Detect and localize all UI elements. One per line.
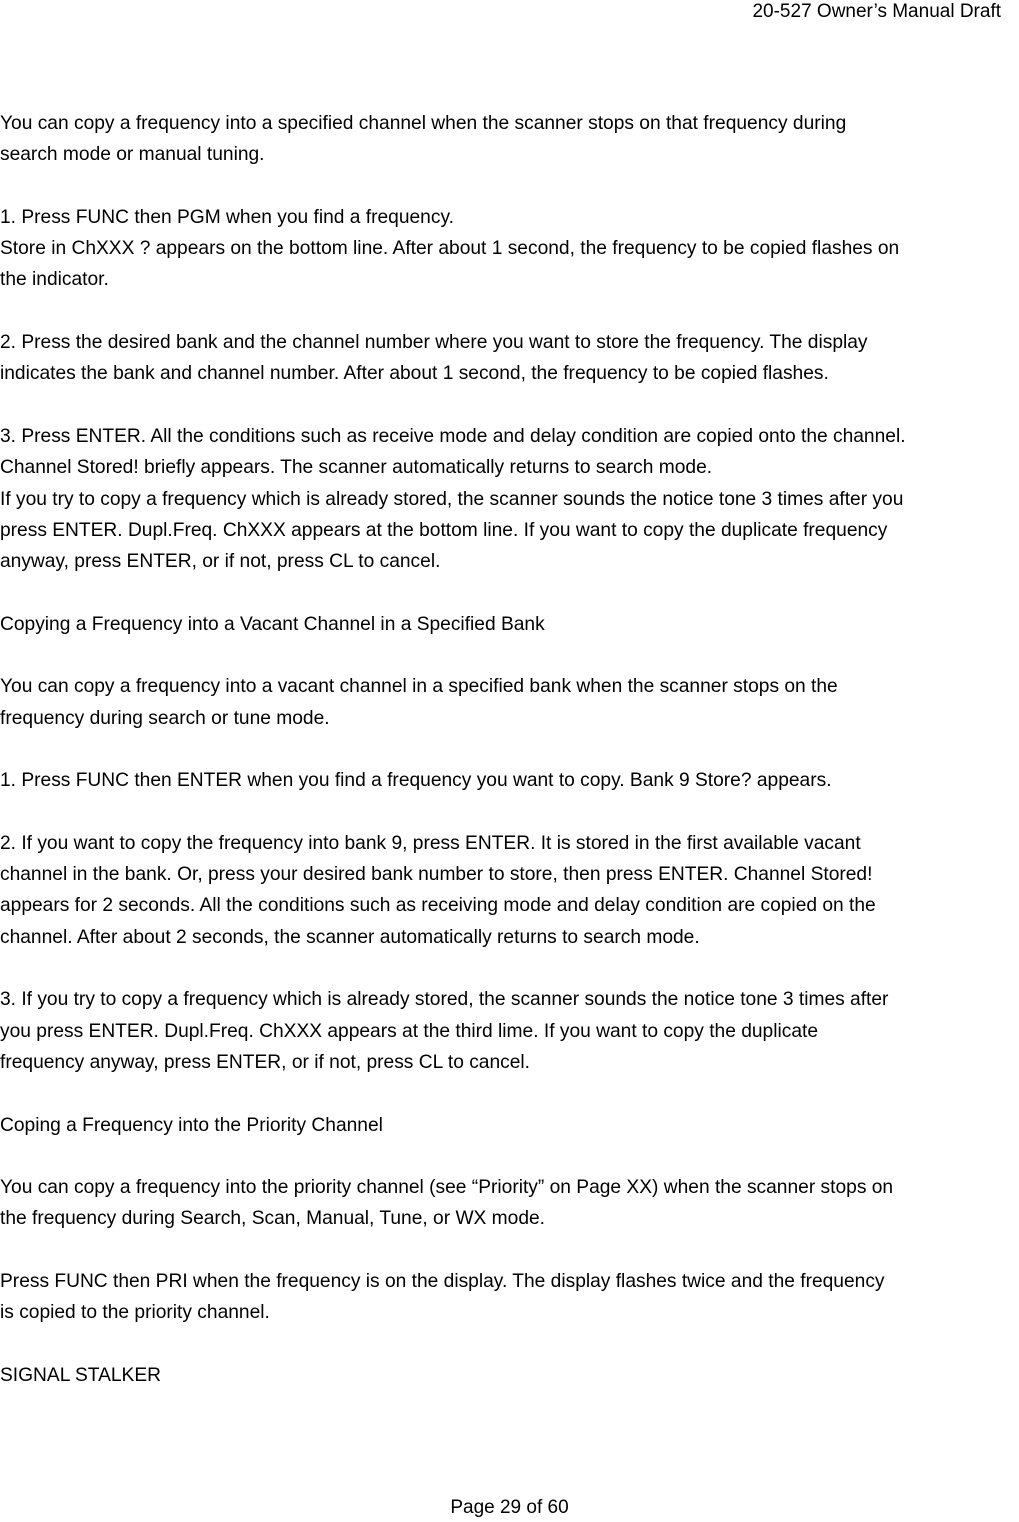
paragraph-vacant-step-1 — [0, 765, 1019, 796]
paragraph-step-3 — [0, 421, 1019, 577]
heading-text: Coping a Frequency into the Priority Channel — [0, 1114, 383, 1136]
section-heading-vacant-channel — [0, 609, 1019, 640]
text-line: appears for 2 seconds. All the conditions such as receiving mode and delay condition are copied on the — [0, 895, 876, 917]
text-line: channel. After about 2 seconds, the scanner automatically returns to search mode. — [0, 926, 700, 948]
text-line: channel in the bank. Or, press your desired bank number to store, then press ENTER. Channel Stored! — [0, 864, 873, 886]
paragraph-vacant-step-2 — [0, 828, 1019, 953]
heading-text: Copying a Frequency into a Vacant Channel in a Specified Bank — [0, 613, 545, 635]
text-line: 1. Press FUNC then PGM when you find a frequency. — [0, 206, 454, 228]
text-line: You can copy a frequency into a specified channel when the scanner stops on that frequency during — [0, 113, 847, 134]
text-line: Press FUNC then PRI when the frequency is on the display. The display flashes twice and the frequency — [0, 1270, 885, 1292]
paragraph-step-2 — [0, 327, 1019, 390]
text-line: 2. If you want to copy the frequency into bank 9, press ENTER. It is stored in the first available vacant — [0, 832, 861, 854]
text-line: is copied to the priority channel. — [0, 1302, 270, 1324]
text-line: frequency during search or tune mode. — [0, 707, 330, 729]
text-line: 1. Press FUNC then ENTER when you find a frequency you want to copy. Bank 9 Store? appears. — [0, 770, 832, 792]
text-line: frequency anyway, press ENTER, or if not, press CL to cancel. — [0, 1051, 531, 1073]
paragraph-vacant-step-3 — [0, 984, 1019, 1078]
text-line: the indicator. — [0, 269, 109, 291]
paragraph-step-1 — [0, 202, 1019, 296]
section-heading-priority-channel — [0, 1110, 1019, 1141]
paragraph-vacant-intro — [0, 671, 1019, 734]
text-line: You can copy a frequency into a vacant channel in a specified bank when the scanner stops on the — [0, 676, 838, 698]
text-line: 3. If you try to copy a frequency which is already stored, the scanner sounds the notice tone 3 times after — [0, 989, 889, 1011]
text-line: If you try to copy a frequency which is already stored, the scanner sounds the notice tone 3 times after you — [0, 488, 904, 510]
document-title: 20-527 Owner’s Manual Draft — [752, 1, 1001, 22]
heading-text: SIGNAL STALKER — [0, 1364, 162, 1386]
text-line: press ENTER. Dupl.Freq. ChXXX appears at the bottom line. If you want to copy the duplicate frequency — [0, 519, 888, 541]
paragraph-priority-intro — [0, 1172, 1019, 1235]
text-line: You can copy a frequency into the priority channel (see “Priority” on Page XX) when the scanner stops on — [0, 1177, 894, 1199]
text-line: 2. Press the desired bank and the channel number where you want to store the frequency. The display — [0, 332, 868, 354]
document-header — [752, 2, 1001, 22]
paragraph-priority-step — [0, 1266, 1019, 1329]
text-line: 3. Press ENTER. All the conditions such as receive mode and delay condition are copied onto the channel. — [0, 425, 906, 447]
paragraph-intro — [0, 108, 1019, 171]
page-footer — [0, 1498, 1019, 1518]
text-line: anyway, press ENTER, or if not, press CL to cancel. — [0, 551, 441, 573]
text-line: you press ENTER. Dupl.Freq. ChXXX appears at the third lime. If you want to copy the duplicate — [0, 1020, 818, 1042]
text-line: Channel Stored! briefly appears. The scanner automatically returns to search mode. — [0, 457, 713, 479]
document-body — [0, 108, 1019, 1422]
text-line: indicates the bank and channel number. After about 1 second, the frequency to be copied flashes. — [0, 363, 829, 385]
text-line: the frequency during Search, Scan, Manual, Tune, or WX mode. — [0, 1208, 546, 1230]
text-line: Store in ChXXX ? appears on the bottom line. After about 1 second, the frequency to be copied flashes on — [0, 238, 900, 260]
section-heading-signal-stalker — [0, 1360, 1019, 1391]
text-line: search mode or manual tuning. — [0, 144, 265, 166]
page-number: Page 29 of 60 — [450, 1497, 569, 1518]
